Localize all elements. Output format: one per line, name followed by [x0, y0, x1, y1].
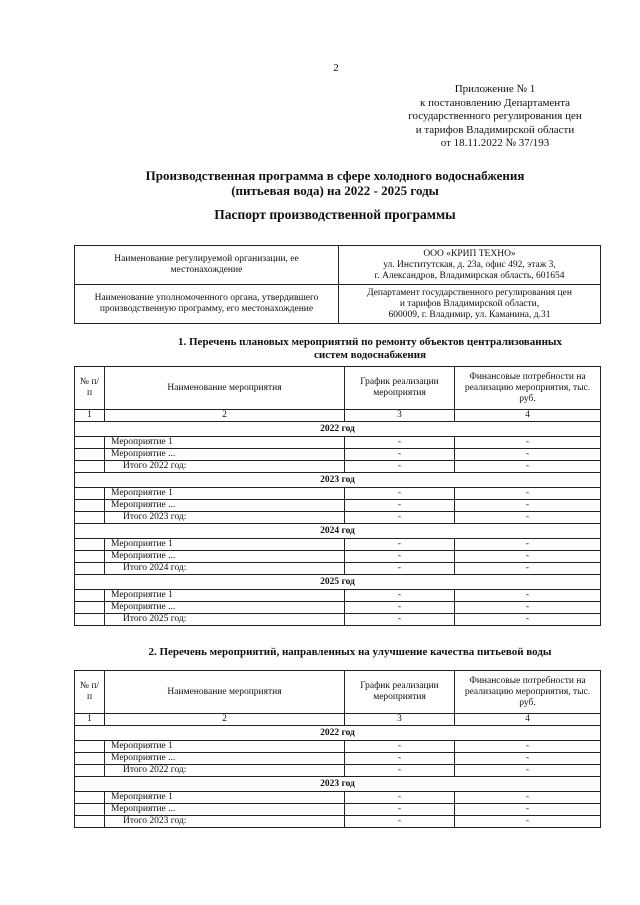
event-finance: -: [455, 488, 601, 500]
event-name: Итого 2022 год:: [105, 765, 345, 777]
value-line: ООО «КРИП ТЕХНО»: [423, 248, 516, 259]
appendix-block: [360, 83, 630, 151]
event-name: Итого 2025 год:: [105, 614, 345, 626]
table-row: [75, 449, 601, 461]
row-number: [75, 449, 105, 461]
appendix-line: от 18.11.2022 № 37/193: [440, 137, 550, 149]
appendix-line: к постановлению Департамента: [419, 96, 571, 109]
event-name: Мероприятие ...: [105, 551, 345, 563]
event-finance: -: [455, 590, 601, 602]
event-schedule: -: [345, 563, 455, 575]
table-row: [75, 488, 601, 500]
event-name: Мероприятие 1: [105, 539, 345, 551]
event-name: Мероприятие ...: [105, 602, 345, 614]
event-schedule: -: [345, 741, 455, 753]
event-schedule: -: [345, 551, 455, 563]
column-header: № п/п: [75, 671, 105, 714]
event-name: Итого 2024 год:: [105, 563, 345, 575]
event-schedule: -: [345, 539, 455, 551]
page-number: 2: [333, 62, 339, 74]
table-row: [75, 804, 601, 816]
table-row: [75, 437, 601, 449]
event-finance: -: [455, 816, 601, 828]
passport-label: Наименование регулируемой организации, ее местонахождение: [75, 246, 339, 285]
event-schedule: -: [345, 804, 455, 816]
passport-label: Наименование уполномоченного органа, утвердившего производственную программу, его местонахождение: [75, 285, 339, 324]
section2-table: [74, 670, 601, 828]
table-row: [75, 563, 601, 575]
value-line: 600009, г. Владимир, ул. Каманина, д.31: [388, 309, 551, 320]
table-row: [75, 602, 601, 614]
column-number-row: [75, 410, 601, 422]
header-row: [75, 367, 601, 410]
row-number: [75, 602, 105, 614]
section1-title-line: систем водоснабжения: [313, 349, 427, 361]
row-number: [75, 816, 105, 828]
column-header: График реализации мероприятия: [345, 671, 455, 714]
row-number: [75, 551, 105, 563]
event-schedule: -: [345, 461, 455, 473]
event-name: Мероприятие 1: [105, 792, 345, 804]
event-schedule: -: [345, 614, 455, 626]
event-finance: -: [455, 437, 601, 449]
passport-value: [339, 285, 601, 324]
event-finance: -: [455, 539, 601, 551]
row-number: [75, 539, 105, 551]
event-name: Мероприятие ...: [105, 804, 345, 816]
event-finance: -: [455, 563, 601, 575]
title-line: Производственная программа в сфере холодного водоснабжения: [145, 168, 525, 183]
row-number: [75, 461, 105, 473]
year-row: [75, 524, 601, 539]
table-row: [75, 590, 601, 602]
column-header: Финансовые потребности на реализацию мероприятия, тыс. руб.: [455, 367, 601, 410]
table-row: [75, 539, 601, 551]
title-line: (питьевая вода) на 2022 - 2025 годы: [231, 183, 439, 198]
event-name: Итого 2023 год:: [105, 512, 345, 524]
event-name: Мероприятие ...: [105, 500, 345, 512]
event-schedule: -: [345, 449, 455, 461]
event-finance: -: [455, 449, 601, 461]
column-number: 1: [75, 714, 105, 726]
event-name: Мероприятие 1: [105, 488, 345, 500]
event-finance: -: [455, 500, 601, 512]
row-number: [75, 765, 105, 777]
document-title: [70, 168, 600, 198]
event-name: Мероприятие 1: [105, 590, 345, 602]
row-number: [75, 614, 105, 626]
event-finance: -: [455, 753, 601, 765]
event-finance: -: [455, 741, 601, 753]
event-schedule: -: [345, 437, 455, 449]
event-name: Мероприятие 1: [105, 437, 345, 449]
row-number: [75, 590, 105, 602]
event-schedule: -: [345, 488, 455, 500]
event-schedule: -: [345, 792, 455, 804]
row-number: [75, 804, 105, 816]
event-schedule: -: [345, 512, 455, 524]
column-number: 3: [345, 410, 455, 422]
section1-title-line: 1. Перечень плановых мероприятий по ремонту объектов централизованных: [178, 336, 562, 348]
event-schedule: -: [345, 590, 455, 602]
value-line: Департамент государственного регулирования цен: [367, 287, 572, 298]
year-label: 2023 год: [75, 473, 601, 488]
year-label: 2023 год: [75, 777, 601, 792]
passport-heading: Паспорт производственной программы: [214, 207, 456, 222]
year-label: 2024 год: [75, 524, 601, 539]
section1-table: [74, 366, 601, 626]
column-header: Наименование мероприятия: [105, 671, 345, 714]
event-schedule: -: [345, 753, 455, 765]
event-name: Мероприятие ...: [105, 449, 345, 461]
column-number: 4: [455, 410, 601, 422]
column-number: 2: [105, 714, 345, 726]
year-row: [75, 422, 601, 437]
passport-row: [75, 285, 601, 324]
row-number: [75, 792, 105, 804]
column-number: 3: [345, 714, 455, 726]
event-schedule: -: [345, 500, 455, 512]
event-finance: -: [455, 551, 601, 563]
event-finance: -: [455, 614, 601, 626]
event-schedule: -: [345, 765, 455, 777]
table-row: [75, 765, 601, 777]
year-label: 2022 год: [75, 422, 601, 437]
event-name: Итого 2023 год:: [105, 816, 345, 828]
event-finance: -: [455, 765, 601, 777]
table-row: [75, 551, 601, 563]
table-row: [75, 741, 601, 753]
year-label: 2025 год: [75, 575, 601, 590]
section1-title: [70, 336, 640, 362]
appendix-line: Приложение № 1: [454, 83, 536, 95]
row-number: [75, 437, 105, 449]
event-finance: -: [455, 512, 601, 524]
row-number: [75, 741, 105, 753]
table-row: [75, 614, 601, 626]
appendix-line: государственного регулирования цен: [408, 110, 582, 122]
table-row: [75, 461, 601, 473]
year-label: 2022 год: [75, 726, 601, 741]
table-row: [75, 792, 601, 804]
table-row: [75, 816, 601, 828]
column-header: Наименование мероприятия: [105, 367, 345, 410]
event-name: Мероприятие 1: [105, 741, 345, 753]
event-schedule: -: [345, 602, 455, 614]
table-row: [75, 512, 601, 524]
year-row: [75, 575, 601, 590]
row-number: [75, 512, 105, 524]
event-name: Итого 2022 год:: [105, 461, 345, 473]
appendix-line: и тарифов Владимирской области: [415, 123, 575, 136]
row-number: [75, 488, 105, 500]
row-number: [75, 500, 105, 512]
table-row: [75, 753, 601, 765]
value-line: г. Александров, Владимирская область, 601654: [374, 270, 565, 281]
column-header: График реализации мероприятия: [345, 367, 455, 410]
value-line: и тарифов Владимирской области,: [399, 298, 540, 309]
year-row: [75, 777, 601, 792]
table-row: [75, 500, 601, 512]
value-line: ул. Институтская, д. 23а, офис 492, этаж 3,: [383, 259, 556, 270]
column-header: Финансовые потребности на реализацию мероприятия, тыс. руб.: [455, 671, 601, 714]
row-number: [75, 563, 105, 575]
header-row: [75, 671, 601, 714]
column-header: № п/п: [75, 367, 105, 410]
event-finance: -: [455, 602, 601, 614]
row-number: [75, 753, 105, 765]
event-name: Мероприятие ...: [105, 753, 345, 765]
event-finance: -: [455, 804, 601, 816]
column-number: 1: [75, 410, 105, 422]
column-number: 2: [105, 410, 345, 422]
event-schedule: -: [345, 816, 455, 828]
passport-value: [339, 246, 601, 285]
year-row: [75, 726, 601, 741]
column-number: 4: [455, 714, 601, 726]
event-finance: -: [455, 792, 601, 804]
section2-title: 2. Перечень мероприятий, направленных на улучшение качества питьевой воды: [148, 646, 552, 658]
passport-table: [74, 245, 601, 324]
passport-row: [75, 246, 601, 285]
year-row: [75, 473, 601, 488]
event-finance: -: [455, 461, 601, 473]
column-number-row: [75, 714, 601, 726]
